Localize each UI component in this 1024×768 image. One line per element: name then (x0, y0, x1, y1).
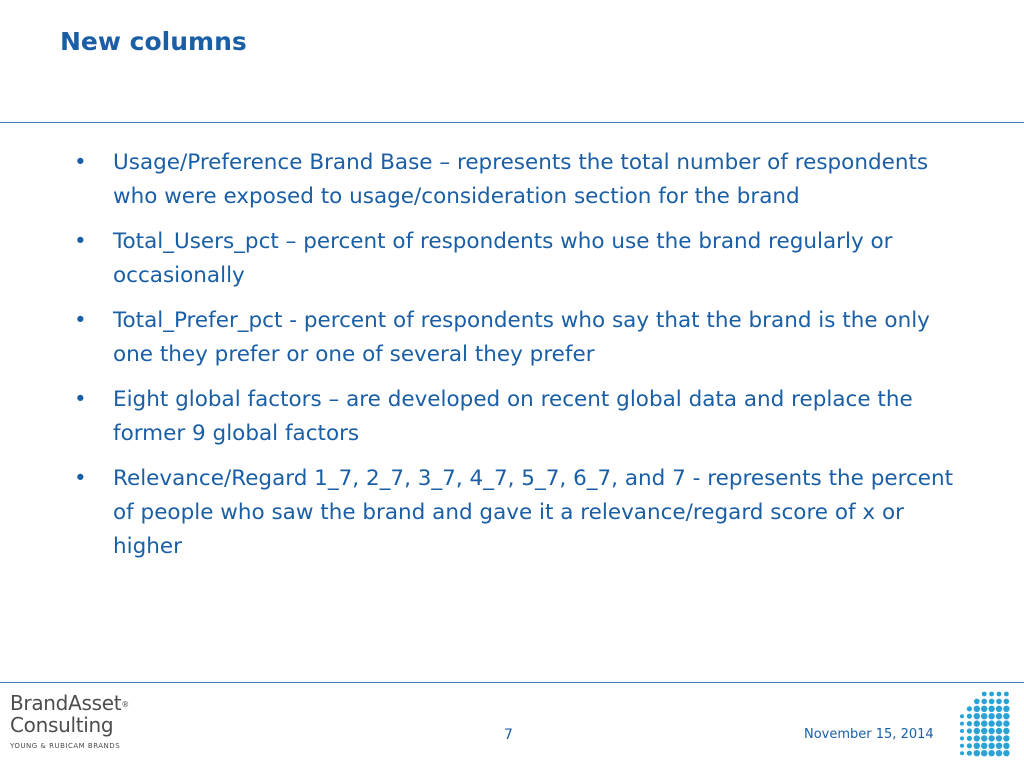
logo-dot (988, 743, 994, 749)
logo-dot (967, 751, 972, 756)
logo-dot (967, 714, 972, 719)
bullet-item (74, 383, 954, 451)
slide-date: November 15, 2014 (804, 727, 934, 742)
bullet-item (74, 225, 954, 293)
footer-divider (0, 682, 1024, 683)
logo-dot (1003, 750, 1009, 756)
logo-dot (988, 720, 994, 726)
logo-brandasset-text: BrandAsset (10, 691, 122, 715)
logo-dot (997, 692, 1002, 697)
bullet-dot: • (74, 150, 87, 175)
logo-dot (981, 720, 987, 726)
logo-dot (974, 706, 980, 712)
logo-dot (988, 728, 994, 734)
logo-dot (1003, 720, 1009, 726)
bullet-text: Relevance/Regard 1_7, 2_7, 3_7, 4_7, 5_7, 6_7, and 7 - represents the percent of people who saw the brand and gave it a relevance/regard score of x or higher (113, 466, 954, 559)
bullet-text: Total_Prefer_pct - percent of respondents who say that the brand is the only one they prefer or one of several they prefer (113, 308, 930, 367)
logo-dot (981, 728, 987, 734)
title-divider (0, 122, 1024, 123)
bullet-text: Usage/Preference Brand Base – represents the total number of respondents who were exposed to usage/consideration section for the brand (113, 150, 929, 209)
logo-dot (989, 699, 995, 705)
logo-dot (1003, 735, 1009, 741)
logo-dot (974, 713, 980, 719)
logo-dot (996, 720, 1002, 726)
logo-dot (981, 706, 987, 712)
logo-dot (960, 714, 964, 718)
logo-dot (974, 728, 980, 734)
logo-dot (960, 751, 964, 755)
logo-dot (996, 750, 1002, 756)
logo-dot (996, 706, 1002, 712)
bullet-item (74, 146, 954, 214)
logo-dot (988, 735, 994, 741)
logo-dot (988, 750, 994, 756)
logo-consulting-text: Consulting (10, 713, 114, 737)
logo-dot (960, 736, 964, 740)
logo-dot (981, 699, 987, 705)
logo-dot (967, 721, 972, 726)
logo-dot (974, 735, 980, 741)
logo-dot (996, 713, 1002, 719)
logo-dot (974, 720, 980, 726)
bullet-item (74, 304, 954, 372)
logo-dot (974, 699, 980, 705)
logo-dot (981, 750, 987, 756)
logo-tagline: YOUNG & RUBICAM BRANDS (10, 742, 121, 750)
logo-dot (996, 728, 1002, 734)
logo-dot (988, 713, 994, 719)
logo-dot (996, 743, 1002, 749)
bullet-dot: • (74, 229, 87, 254)
bullet-dot: • (74, 308, 87, 333)
logo-dot (989, 692, 994, 697)
logo-dot (1004, 692, 1009, 697)
logo-dot (988, 706, 994, 712)
bullet-dot: • (74, 466, 87, 491)
logo-dot (967, 706, 972, 711)
dot-grid-logo-icon (958, 690, 1018, 758)
logo-dot (974, 743, 980, 749)
brandasset-logo (10, 692, 129, 750)
logo-dot (1003, 713, 1009, 719)
logo-dot (981, 713, 987, 719)
page-number: 7 (504, 727, 513, 743)
logo-dot (982, 692, 987, 697)
logo-dot (1003, 743, 1009, 749)
logo-dot (1004, 699, 1010, 705)
logo-dot (960, 729, 964, 733)
logo-dot (960, 744, 964, 748)
logo-dot (1003, 728, 1009, 734)
logo-dot (967, 728, 972, 733)
logo-dot (974, 750, 980, 756)
bullet-text: Eight global factors – are developed on recent global data and replace the former 9 global factors (113, 387, 913, 446)
logo-dot (981, 735, 987, 741)
bullet-list (74, 146, 954, 575)
bullet-text: Total_Users_pct – percent of respondents who use the brand regularly or occasionally (113, 229, 893, 288)
logo-dot (967, 743, 972, 748)
logo-dot (960, 722, 964, 726)
logo-dot (967, 736, 972, 741)
logo-dot (996, 699, 1002, 705)
registered-mark: ® (121, 700, 129, 709)
slide-title: New columns (60, 27, 247, 56)
logo-dot (981, 743, 987, 749)
bullet-item (74, 462, 954, 564)
logo-dot (1003, 706, 1009, 712)
logo-dot (996, 735, 1002, 741)
bullet-dot: • (74, 387, 87, 412)
